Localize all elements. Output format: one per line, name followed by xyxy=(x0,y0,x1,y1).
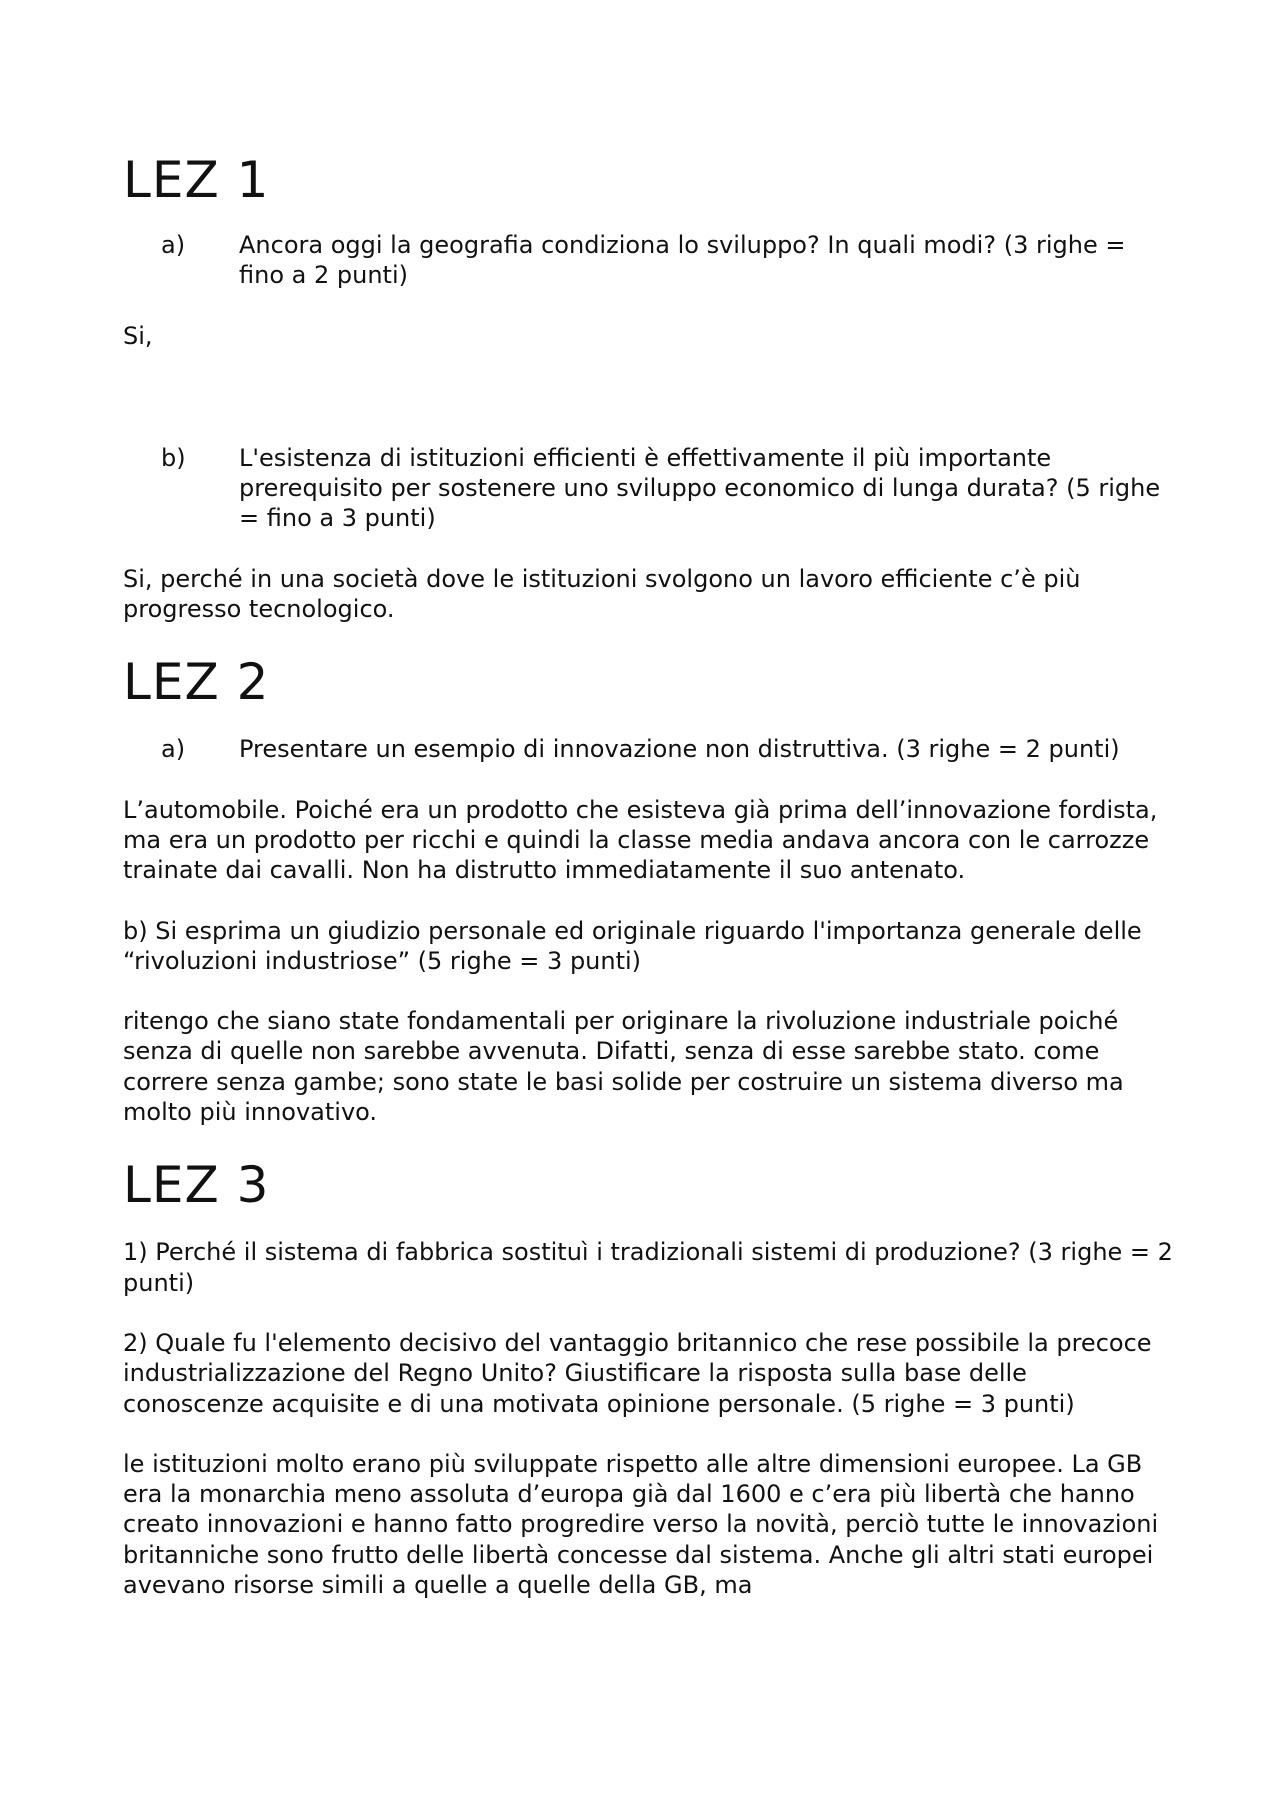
lez1-question-a xyxy=(161,230,1173,291)
lez1-question-b xyxy=(161,443,1173,534)
lez3-question-1: 1) Perché il sistema di fabbrica sostituì i tradizionali sistemi di produzione? (3 righe = 2 punti) xyxy=(123,1238,1173,1297)
lez2-question-a-text: Presentare un esempio di innovazione non distruttiva. (3 righe = 2 punti) xyxy=(239,735,1120,764)
lez1-question-b-text: L'esistenza di istituzioni efficienti è effettivamente il più importante prerequisito per sostenere uno sviluppo economico di lunga durata? (5 righe = fino a 3 punti) xyxy=(239,443,1161,533)
lez3-heading: LEZ 3 xyxy=(123,1156,270,1215)
lez1-answer-a: Si, xyxy=(123,321,153,350)
lez2-answer-b: ritengo che siano state fondamentali per originare la rivoluzione industriale poiché senza di quelle non sarebbe avvenuta. Difatti, senza di esse sarebbe stato. come correre senza gambe; sono state le basi solide per costruire un sistema diverso ma molto più innovativo. xyxy=(123,1007,1124,1127)
lez2-question-a xyxy=(161,734,1173,764)
lez2-heading: LEZ 2 xyxy=(123,653,270,712)
lez1-heading: LEZ 1 xyxy=(123,151,270,209)
lez2-question-a-marker: a) xyxy=(161,735,186,764)
lez1-answer-b: Si, perché in una società dove le istituzioni svolgono un lavoro efficiente c’è più progresso tecnologico. xyxy=(123,564,1081,624)
lez3-answer-2: le istituzioni molto erano più sviluppate rispetto alle altre dimensioni europee. La GB era la monarchia meno assoluta d’europa già dal 1600 e c’era più libertà che hanno creato innovazioni e hanno fatto progredire verso la novità, perciò tutte le innovazioni britanniche sono frutto delle libertà concesse dal sistema. Anche gli altri stati europei avevano risorse simili a quelle a quelle della GB, ma xyxy=(123,1449,1159,1600)
lez3-question-2: 2) Quale fu l'elemento decisivo del vantaggio britannico che rese possibile la precoce industrializzazione del Regno Unito? Giustificare la risposta sulla base delle conoscenze acquisite e di una motivata opinione personale. (5 righe = 3 punti) xyxy=(123,1328,1152,1418)
lez1-question-a-marker: a) xyxy=(161,231,186,259)
lez1-question-a-text: Ancora oggi la geografia condiziona lo sviluppo? In quali modi? (3 righe = fino a 2 punti) xyxy=(239,231,1126,290)
lez1-question-b-marker: b) xyxy=(161,443,186,472)
lez2-answer-a: L’automobile. Poiché era un prodotto che esisteva già prima dell’innovazione fordista, ma era un prodotto per ricchi e quindi la classe media andava ancora con le carrozze trainate dai cavalli. Non ha distrutto immediatamente il suo antenato. xyxy=(123,795,1158,885)
document-page xyxy=(123,150,1173,1600)
lez2-question-b: b) Si esprima un giudizio personale ed originale riguardo l'importanza generale delle “rivoluzioni industriose” (5 righe = 3 punti) xyxy=(123,916,1142,975)
